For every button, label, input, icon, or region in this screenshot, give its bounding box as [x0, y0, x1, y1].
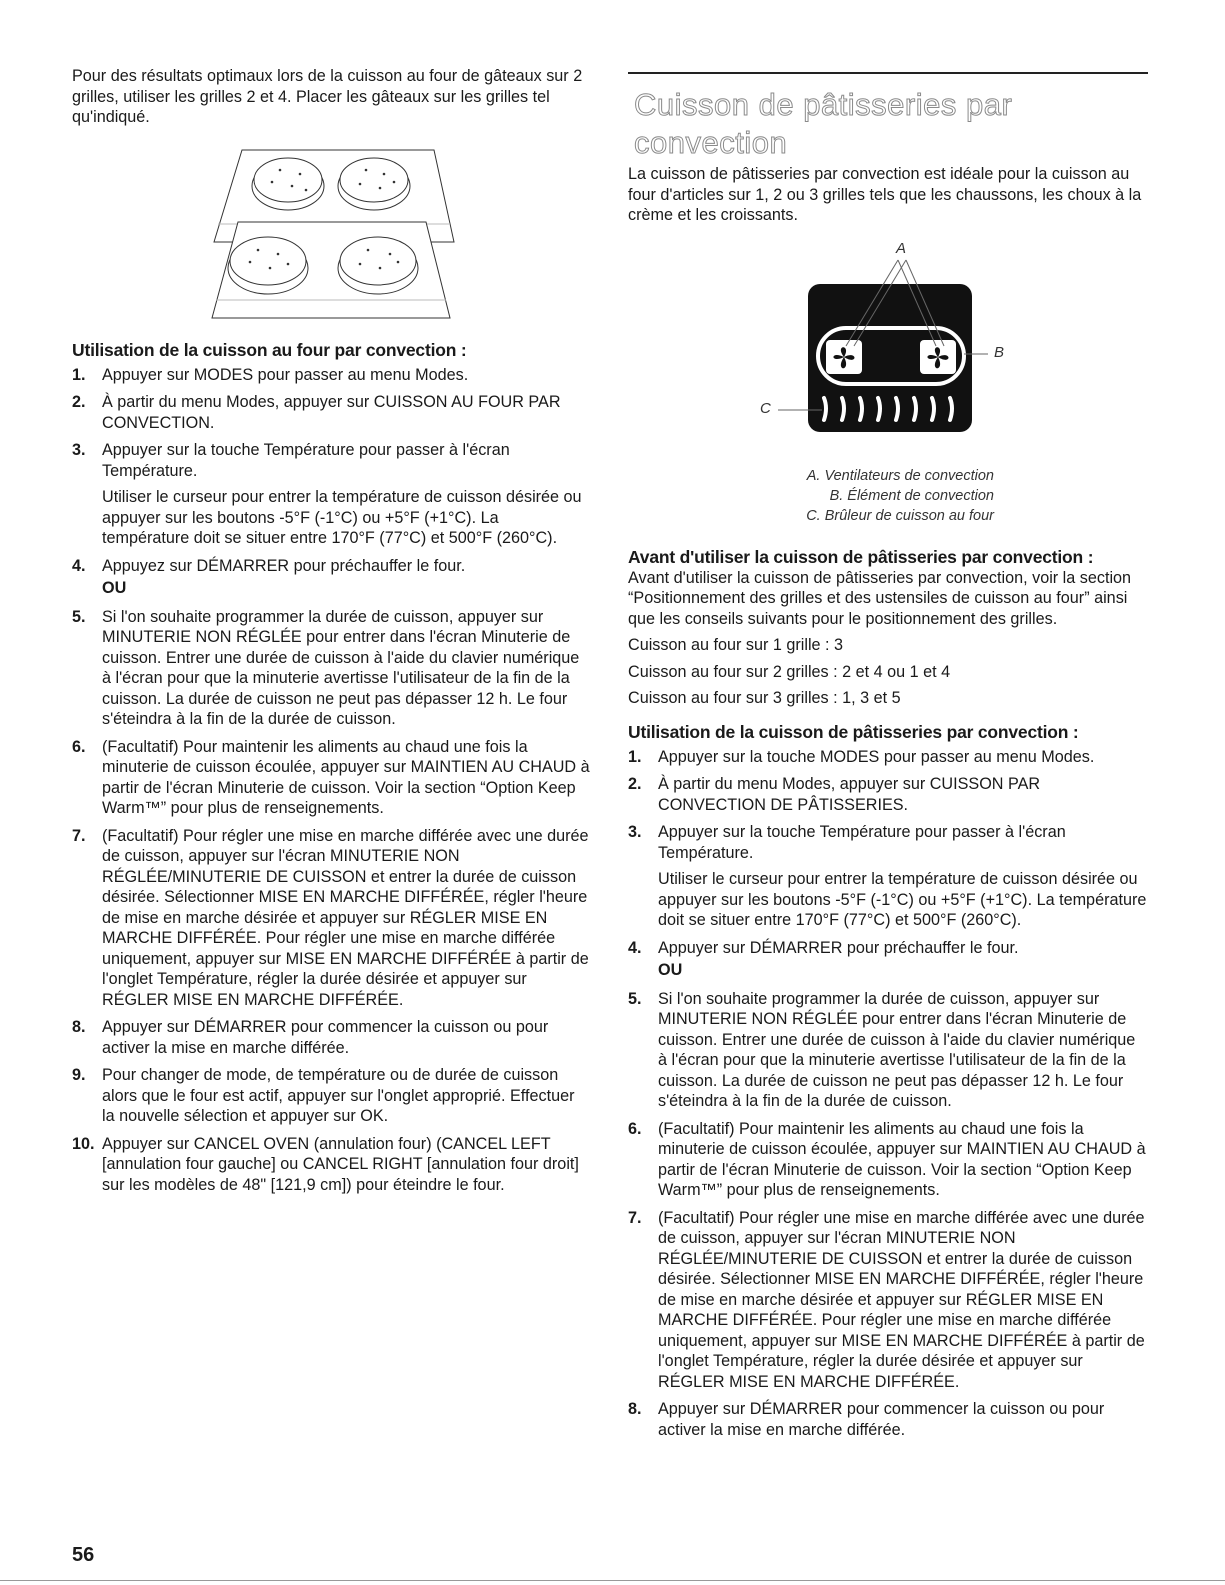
- section-title: Cuisson de pâtisseries par convection: [634, 87, 1013, 160]
- label-c: C: [760, 399, 771, 417]
- right-para-before: Avant d'utiliser la cuisson de pâtisseries par convection, voir la section “Positionnement des grilles et des ustensiles de cuisson au four” ainsi que les conseils suivants pour le positionnement des grilles.: [628, 568, 1132, 628]
- right-steps-list: [628, 747, 1148, 1441]
- oven-convection-illustration: [628, 240, 1148, 460]
- list-item: 4. Appuyer sur DÉMARRER pour préchauffer le four.: [628, 938, 1019, 957]
- label-a: A: [896, 239, 907, 257]
- list-item: 3. Appuyer sur la touche Température pour passer à l'écran Température. Utiliser le curseur pour entrer la température de cuisson désirée ou appuyer sur les boutons -5°F (-1°C) ou +5°F (+1°C). La température doit se situer entre 170°F (77°C) et 500°F (260°C).: [72, 440, 590, 549]
- or-label: OU: [102, 579, 127, 597]
- figure-caption: A. Ventilateurs de convection B. Élément de convection C. Brûleur de cuisson au four: [806, 467, 994, 524]
- two-rack-cake-illustration: [208, 146, 456, 324]
- rack-position-2: Cuisson au four sur 2 grilles : 2 et 4 ou 1 et 4: [628, 662, 951, 681]
- list-item: 6. (Facultatif) Pour maintenir les aliments au chaud une fois la minuterie de cuisson écoulée, appuyer sur MAINTIEN AU CHAUD à partir de l'écran Minuterie de cuisson. Voir la section “Option Keep Warm™” pour plus de renseignements.: [72, 737, 590, 817]
- section-divider: [628, 72, 1148, 74]
- list-item: 4. Appuyez sur DÉMARRER pour préchauffer le four.: [72, 556, 466, 575]
- left-column: [72, 66, 590, 1202]
- list-item: 7. (Facultatif) Pour régler une mise en marche différée avec une durée de cuisson, appuyer sur l'écran MINUTERIE NON RÉGLÉE/MINUTERIE DE CUISSON et entrer la durée de cuisson désirée. Sélectionner MISE EN MARCHE DIFFÉRÉE, régler l'heure de mise en marche désirée et appuyer sur RÉGLER MISE EN MARCHE DIFFÉRÉE. Pour régler une mise en marche différée uniquement, appuyer sur MISE EN MARCHE DIFFÉRÉE à partir de l'onglet Température, régler la durée désirée et appuyer sur RÉGLER MISE EN MARCHE DIFFÉRÉE.: [628, 1208, 1145, 1391]
- list-item: 3. Appuyer sur la touche Température pour passer à l'écran Température. Utiliser le curseur pour entrer la température de cuisson désirée ou appuyer sur les boutons -5°F (-1°C) ou +5°F (+1°C). La température doit se situer entre 170°F (77°C) et 500°F (260°C).: [628, 823, 1147, 929]
- list-item: 8. Appuyer sur DÉMARRER pour commencer la cuisson ou pour activer la mise en marche différée.: [72, 1018, 549, 1057]
- list-item: 5. Si l'on souhaite programmer la durée de cuisson, appuyer sur MINUTERIE NON RÉGLÉE pour entrer dans l'écran Minuterie de cuisson. Entrer une durée de cuisson à l'aide du clavier numérique à l'écran pour que la minuterie avertisse l'utilisateur de la fin de la cuisson. La durée de cuisson ne peut pas dépasser 12 h. Le four s'éteindra à la fin de la durée de cuisson.: [628, 989, 1136, 1110]
- list-item: 7. (Facultatif) Pour régler une mise en marche différée avec une durée de cuisson, appuyer sur l'écran MINUTERIE NON RÉGLÉE/MINUTERIE DE CUISSON et entrer la durée de cuisson désirée. Sélectionner MISE EN MARCHE DIFFÉRÉE, régler l'heure de mise en marche désirée et appuyer sur RÉGLER MISE EN MARCHE DIFFÉRÉE. Pour régler une mise en marche différée uniquement, appuyer sur MISE EN MARCHE DIFFÉRÉE à partir de l'onglet Température, régler la durée désirée et appuyer sur RÉGLER MISE EN MARCHE DIFFÉRÉE.: [72, 826, 589, 1009]
- page-bottom-rule: [0, 1580, 1225, 1581]
- rack-position-3: Cuisson au four sur 3 grilles : 1, 3 et 5: [628, 689, 901, 707]
- label-b: B: [994, 343, 1005, 361]
- list-item: 2. À partir du menu Modes, appuyer sur CUISSON PAR CONVECTION DE PÂTISSERIES.: [628, 775, 1041, 814]
- list-item: 1. Appuyer sur la touche MODES pour passer au menu Modes.: [628, 747, 1095, 766]
- right-heading-use: Utilisation de la cuisson de pâtisseries par convection :: [628, 721, 1079, 742]
- list-item: 5. Si l'on souhaite programmer la durée de cuisson, appuyer sur MINUTERIE NON RÉGLÉE pour entrer dans l'écran Minuterie de cuisson. Entrer une durée de cuisson à l'aide du clavier numérique à l'écran pour que la minuterie avertisse l'utilisateur de la fin de la cuisson. La durée de cuisson ne peut pas dépasser 12 h. Le four s'éteindra à la fin de la durée de cuisson.: [72, 607, 580, 728]
- right-heading-before: Avant d'utiliser la cuisson de pâtisseries par convection :: [628, 546, 1094, 567]
- list-item: 2. À partir du menu Modes, appuyer sur CUISSON AU FOUR PAR CONVECTION.: [72, 393, 561, 432]
- list-item: 6. (Facultatif) Pour maintenir les aliments au chaud une fois la minuterie de cuisson écoulée, appuyer sur MAINTIEN AU CHAUD à partir de l'écran Minuterie de cuisson. Voir la section “Option Keep Warm™” pour plus de renseignements.: [628, 1119, 1146, 1199]
- fan-right-icon: [920, 340, 956, 374]
- step-detail: Utiliser le curseur pour entrer la température de cuisson désirée ou appuyer sur les boutons -5°F (-1°C) ou +5°F (+1°C). La température doit se situer entre 170°F (77°C) et 500°F (260°C).: [658, 870, 1147, 929]
- list-item: 9. Pour changer de mode, de température ou de durée de cuisson alors que le four est actif, appuyer sur l'onglet approprié. Effectuer la nouvelle sélection et appuyer sur OK.: [72, 1066, 575, 1125]
- step-detail: Utiliser le curseur pour entrer la température de cuisson désirée ou appuyer sur les boutons -5°F (-1°C) ou +5°F (+1°C). La température doit se situer entre 170°F (77°C) et 500°F (260°C).: [102, 488, 582, 547]
- list-item: 8. Appuyer sur DÉMARRER pour commencer la cuisson ou pour activer la mise en marche différée.: [628, 1400, 1105, 1439]
- list-item: 1. Appuyer sur MODES pour passer au menu Modes.: [72, 365, 469, 384]
- page-number: 56: [72, 1544, 95, 1566]
- left-heading: Utilisation de la cuisson au four par convection :: [72, 339, 467, 360]
- left-intro: Pour des résultats optimaux lors de la cuisson au four de gâteaux sur 2 grilles, utiliser les grilles 2 et 4. Placer les gâteaux sur les grilles tel qu'indiqué.: [72, 67, 583, 126]
- left-steps-list: [72, 365, 590, 1196]
- fan-left-icon: [826, 340, 862, 374]
- or-label: OU: [658, 961, 683, 979]
- rack-position-1: Cuisson au four sur 1 grille : 3: [628, 636, 844, 654]
- convection-diagram: [628, 240, 1148, 460]
- list-item: 10. Appuyer sur CANCEL OVEN (annulation four) (CANCEL LEFT [annulation four gauche] ou CANCEL RIGHT [annulation four droit] sur les modèles de 48" [121,9 cm]) pour éteindre le four.: [72, 1134, 579, 1194]
- right-intro: La cuisson de pâtisseries par convection est idéale pour la cuisson au four d'articles sur 1, 2 ou 3 grilles tels que les chaussons, les choux à la crème et les croissants.: [628, 165, 1142, 224]
- right-column: [628, 72, 1148, 1447]
